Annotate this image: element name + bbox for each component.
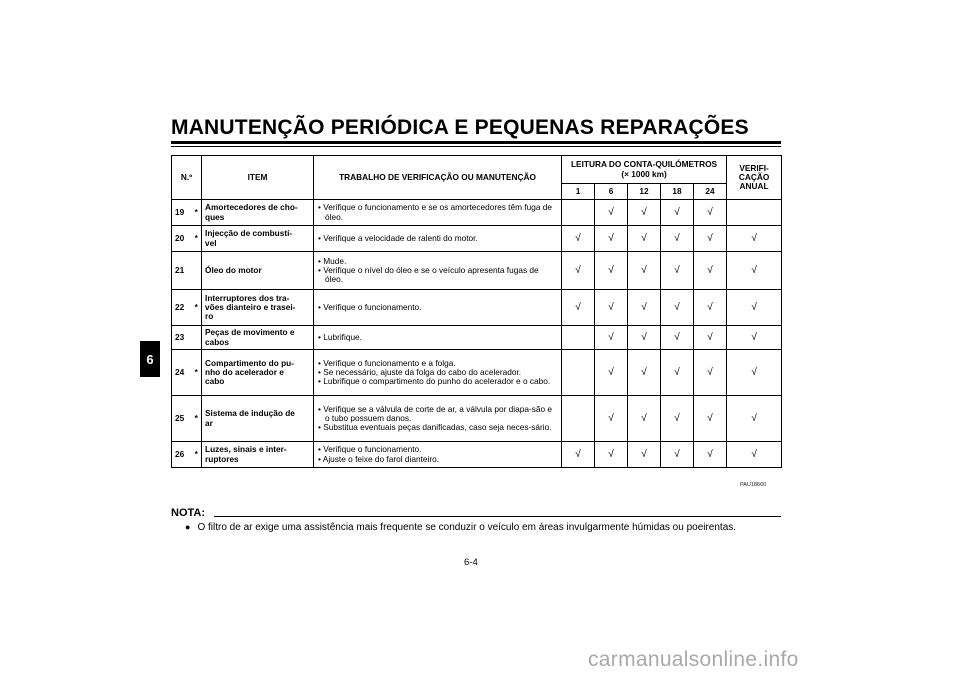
work-list	[317, 257, 558, 285]
header-km-0: 1	[562, 184, 595, 200]
row-item: Injecção de combustí- vel	[202, 226, 314, 252]
km-check-mark-4: √	[694, 226, 727, 252]
row-number: 20	[172, 226, 192, 252]
annual-check-mark: √	[727, 350, 782, 396]
km-check-mark-1: √	[595, 442, 628, 468]
km-check-mark-0	[562, 396, 595, 442]
table-row	[172, 350, 782, 396]
km-check-mark-1: √	[595, 396, 628, 442]
work-step: • Verifique o nível do óleo e se o veículo apresenta fugas de óleo.	[317, 266, 558, 285]
row-work	[314, 200, 562, 226]
work-list	[317, 405, 558, 433]
table-row	[172, 252, 782, 290]
row-item: Amortecedores de cho- ques	[202, 200, 314, 226]
km-check-mark-3: √	[661, 226, 694, 252]
row-item: Luzes, sinais e inter- ruptores	[202, 442, 314, 468]
note-item	[185, 522, 736, 533]
row-number: 23	[172, 326, 192, 350]
km-check-mark-1: √	[595, 326, 628, 350]
annual-check-mark: √	[727, 442, 782, 468]
header-km-1: 6	[595, 184, 628, 200]
km-check-mark-4: √	[694, 252, 727, 290]
work-step: • Verifique se a válvula de corte de ar, a válvula por diapa-são e o tubo possuem danos.	[317, 405, 558, 424]
km-check-mark-2: √	[628, 252, 661, 290]
km-check-mark-2: √	[628, 326, 661, 350]
work-step: • Mude.	[317, 257, 558, 266]
row-star-mark	[192, 326, 202, 350]
annual-check-mark: √	[727, 290, 782, 326]
header-odometer-unit: (× 1000 km)	[621, 168, 667, 179]
km-check-mark-4: √	[694, 326, 727, 350]
row-number: 22	[172, 290, 192, 326]
km-check-mark-3: √	[661, 200, 694, 226]
work-step: • Verifique o funcionamento e a folga.	[317, 359, 558, 368]
work-list	[317, 203, 558, 222]
work-list	[317, 234, 558, 243]
work-step: • Verifique a velocidade de ralenti do motor.	[317, 234, 558, 243]
row-star-mark: *	[192, 350, 202, 396]
row-item: Compartimento do pu- nho do acelerador e cabo	[202, 350, 314, 396]
work-list	[317, 445, 558, 464]
km-check-mark-3: √	[661, 326, 694, 350]
row-work	[314, 252, 562, 290]
work-step: • Verifique o funcionamento.	[317, 303, 558, 312]
row-work	[314, 396, 562, 442]
table-row	[172, 200, 782, 226]
table-row	[172, 226, 782, 252]
header-km-2: 12	[628, 184, 661, 200]
row-work	[314, 350, 562, 396]
km-check-mark-3: √	[661, 350, 694, 396]
row-star-mark	[192, 252, 202, 290]
km-check-mark-3: √	[661, 290, 694, 326]
row-star-mark: *	[192, 442, 202, 468]
km-check-mark-1: √	[595, 350, 628, 396]
title-rule	[171, 141, 781, 144]
row-number: 21	[172, 252, 192, 290]
header-annual: VERIFI- CAÇÃO ANUAL	[727, 156, 782, 200]
km-check-mark-2: √	[628, 442, 661, 468]
row-item: Peças de movimento e cabos	[202, 326, 314, 350]
row-item: Óleo do motor	[202, 252, 314, 290]
note-bullet-icon: ●	[185, 522, 191, 532]
table-row	[172, 326, 782, 350]
km-check-mark-4: √	[694, 350, 727, 396]
watermark: carmanualsonline.info	[588, 648, 799, 671]
table-row	[172, 290, 782, 326]
km-check-mark-3: √	[661, 252, 694, 290]
header-no: N.º	[172, 156, 202, 200]
km-check-mark-1: √	[595, 252, 628, 290]
header-work: TRABALHO DE VERIFICAÇÃO OU MANUTENÇÃO	[314, 156, 562, 200]
row-star-mark: *	[192, 290, 202, 326]
km-check-mark-4: √	[694, 442, 727, 468]
header-odometer	[562, 156, 727, 184]
header-km-3: 18	[661, 184, 694, 200]
table-row	[172, 396, 782, 442]
row-star-mark: *	[192, 226, 202, 252]
row-item: Sistema de indução de ar	[202, 396, 314, 442]
annual-check-mark: √	[727, 326, 782, 350]
km-check-mark-4: √	[694, 200, 727, 226]
work-list	[317, 359, 558, 387]
km-check-mark-0: √	[562, 442, 595, 468]
note-text: O filtro de ar exige uma assistência mais frequente se conduzir o veículo em áreas invulgarmente húmidas ou poeirentas.	[197, 522, 737, 533]
km-check-mark-0: √	[562, 290, 595, 326]
km-check-mark-1: √	[595, 200, 628, 226]
work-step: • Verifique o funcionamento.	[317, 445, 558, 454]
chapter-tab: 6	[140, 341, 160, 377]
km-check-mark-1: √	[595, 226, 628, 252]
header-odometer-label: LEITURA DO CONTA-QUILÓMETROS	[570, 159, 718, 170]
annual-check-mark	[727, 200, 782, 226]
row-number: 19	[172, 200, 192, 226]
annual-check-mark: √	[727, 226, 782, 252]
page-title: MANUTENÇÃO PERIÓDICA E PEQUENAS REPARAÇÕES	[171, 116, 749, 139]
figure-code: PAU18660	[740, 482, 767, 488]
km-check-mark-0: √	[562, 226, 595, 252]
work-step: • Verifique o funcionamento e se os amortecedores têm fuga de óleo.	[317, 203, 558, 222]
work-list	[317, 303, 558, 312]
work-list	[317, 333, 558, 342]
km-check-mark-2: √	[628, 200, 661, 226]
title-rule-thin	[171, 146, 781, 147]
km-check-mark-0	[562, 350, 595, 396]
header-item: ITEM	[202, 156, 314, 200]
km-check-mark-3: √	[661, 442, 694, 468]
row-work	[314, 442, 562, 468]
km-check-mark-0: √	[562, 252, 595, 290]
work-step: • Substitua eventuais peças danificadas, caso seja neces-sário.	[317, 423, 558, 432]
work-step: • Ajuste o feixe do farol dianteiro.	[317, 455, 558, 464]
row-number: 25	[172, 396, 192, 442]
km-check-mark-3: √	[661, 396, 694, 442]
row-star-mark: *	[192, 396, 202, 442]
km-check-mark-4: √	[694, 396, 727, 442]
km-check-mark-0	[562, 200, 595, 226]
row-item: Interruptores dos tra- vões dianteiro e trasei- ro	[202, 290, 314, 326]
row-work	[314, 290, 562, 326]
km-check-mark-2: √	[628, 350, 661, 396]
row-number: 26	[172, 442, 192, 468]
maintenance-table	[171, 155, 782, 468]
work-step: • Lubrifique o compartimento do punho do acelerador e o cabo.	[317, 377, 558, 386]
work-step: • Se necessário, ajuste da folga do cabo do acelerador.	[317, 368, 558, 377]
km-check-mark-2: √	[628, 396, 661, 442]
row-number: 24	[172, 350, 192, 396]
work-step: • Lubrifique.	[317, 333, 558, 342]
annual-check-mark: √	[727, 396, 782, 442]
km-check-mark-2: √	[628, 226, 661, 252]
km-check-mark-4: √	[694, 290, 727, 326]
km-check-mark-1: √	[595, 290, 628, 326]
row-star-mark: *	[192, 200, 202, 226]
km-check-mark-2: √	[628, 290, 661, 326]
row-work	[314, 326, 562, 350]
km-check-mark-0	[562, 326, 595, 350]
annual-check-mark: √	[727, 252, 782, 290]
header-km-4: 24	[694, 184, 727, 200]
note-label: NOTA:	[171, 507, 206, 519]
table-row	[172, 442, 782, 468]
page-number: 6-4	[464, 557, 478, 568]
note-rule	[214, 516, 781, 517]
row-work	[314, 226, 562, 252]
